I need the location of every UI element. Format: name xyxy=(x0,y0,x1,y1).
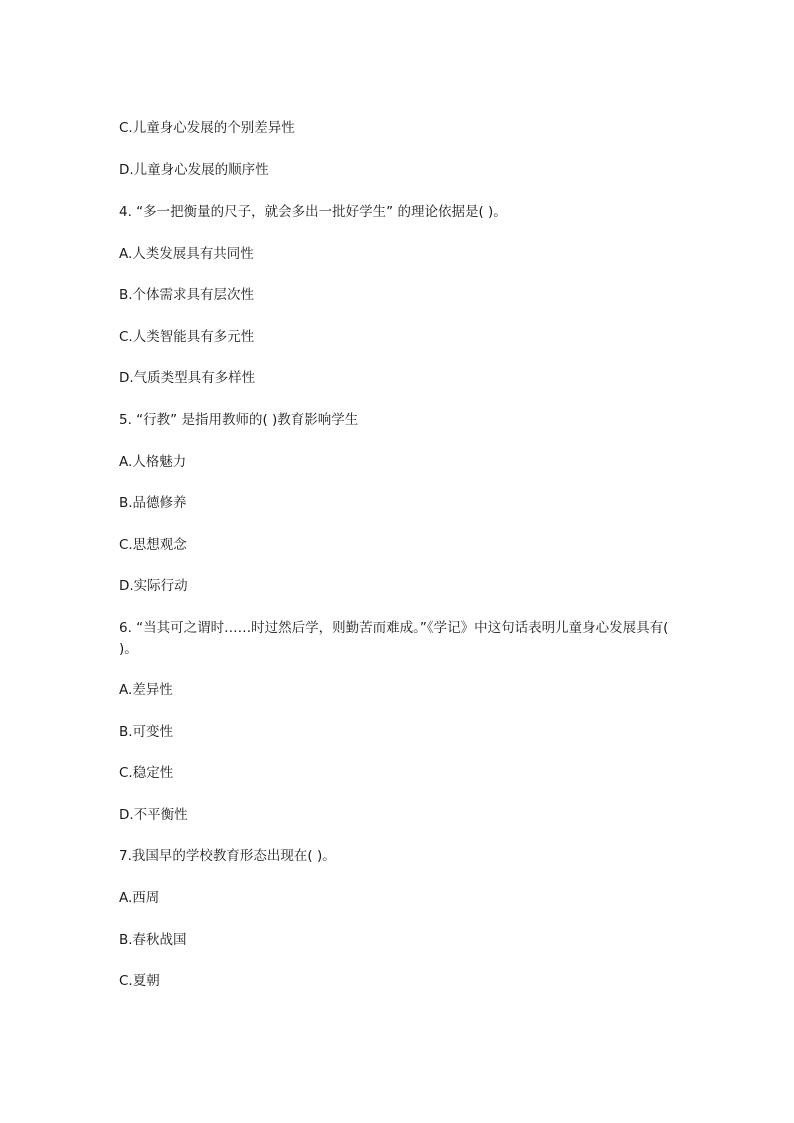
option-c-q5: C.思想观念 xyxy=(119,537,187,553)
option-c-q4: C.人类智能具有多元性 xyxy=(119,329,255,345)
option-d-q4: D.气质类型具有多样性 xyxy=(119,370,256,386)
option-b-q4: B.个体需求具有层次性 xyxy=(119,287,255,303)
question-7: 7.我国早的学校教育形态出现在( )。 xyxy=(119,848,336,864)
option-d-q6: D.不平衡性 xyxy=(119,807,188,823)
option-b-q6: B.可变性 xyxy=(119,724,174,740)
option-c-q6: C.稳定性 xyxy=(119,765,174,781)
option-c-q7: C.夏朝 xyxy=(119,973,160,989)
question-5: 5. “行教” 是指用教师的( )教育影响学生 xyxy=(119,412,359,428)
option-a-q6: A.差异性 xyxy=(119,682,173,698)
option-b-q7: B.春秋战国 xyxy=(119,932,187,948)
option-a-q5: A.人格魅力 xyxy=(119,454,187,470)
question-6: 6. “当其可之谓时……时过然后学，则勤苦而难成。”《学记》中这句话表明儿童身心发展具有( )。 xyxy=(119,620,669,657)
option-d-q5: D.实际行动 xyxy=(119,578,188,594)
question-4: 4. “多一把衡量的尺子，就会多出一批好学生” 的理论依据是( )。 xyxy=(119,204,507,220)
option-c-q3: C.儿童身心发展的个别差异性 xyxy=(119,120,295,136)
option-a-q4: A.人类发展具有共同性 xyxy=(119,246,254,262)
option-d-q3: D.儿童身心发展的顺序性 xyxy=(119,162,269,178)
option-a-q7: A.西周 xyxy=(119,890,160,906)
option-b-q5: B.品德修养 xyxy=(119,495,187,511)
